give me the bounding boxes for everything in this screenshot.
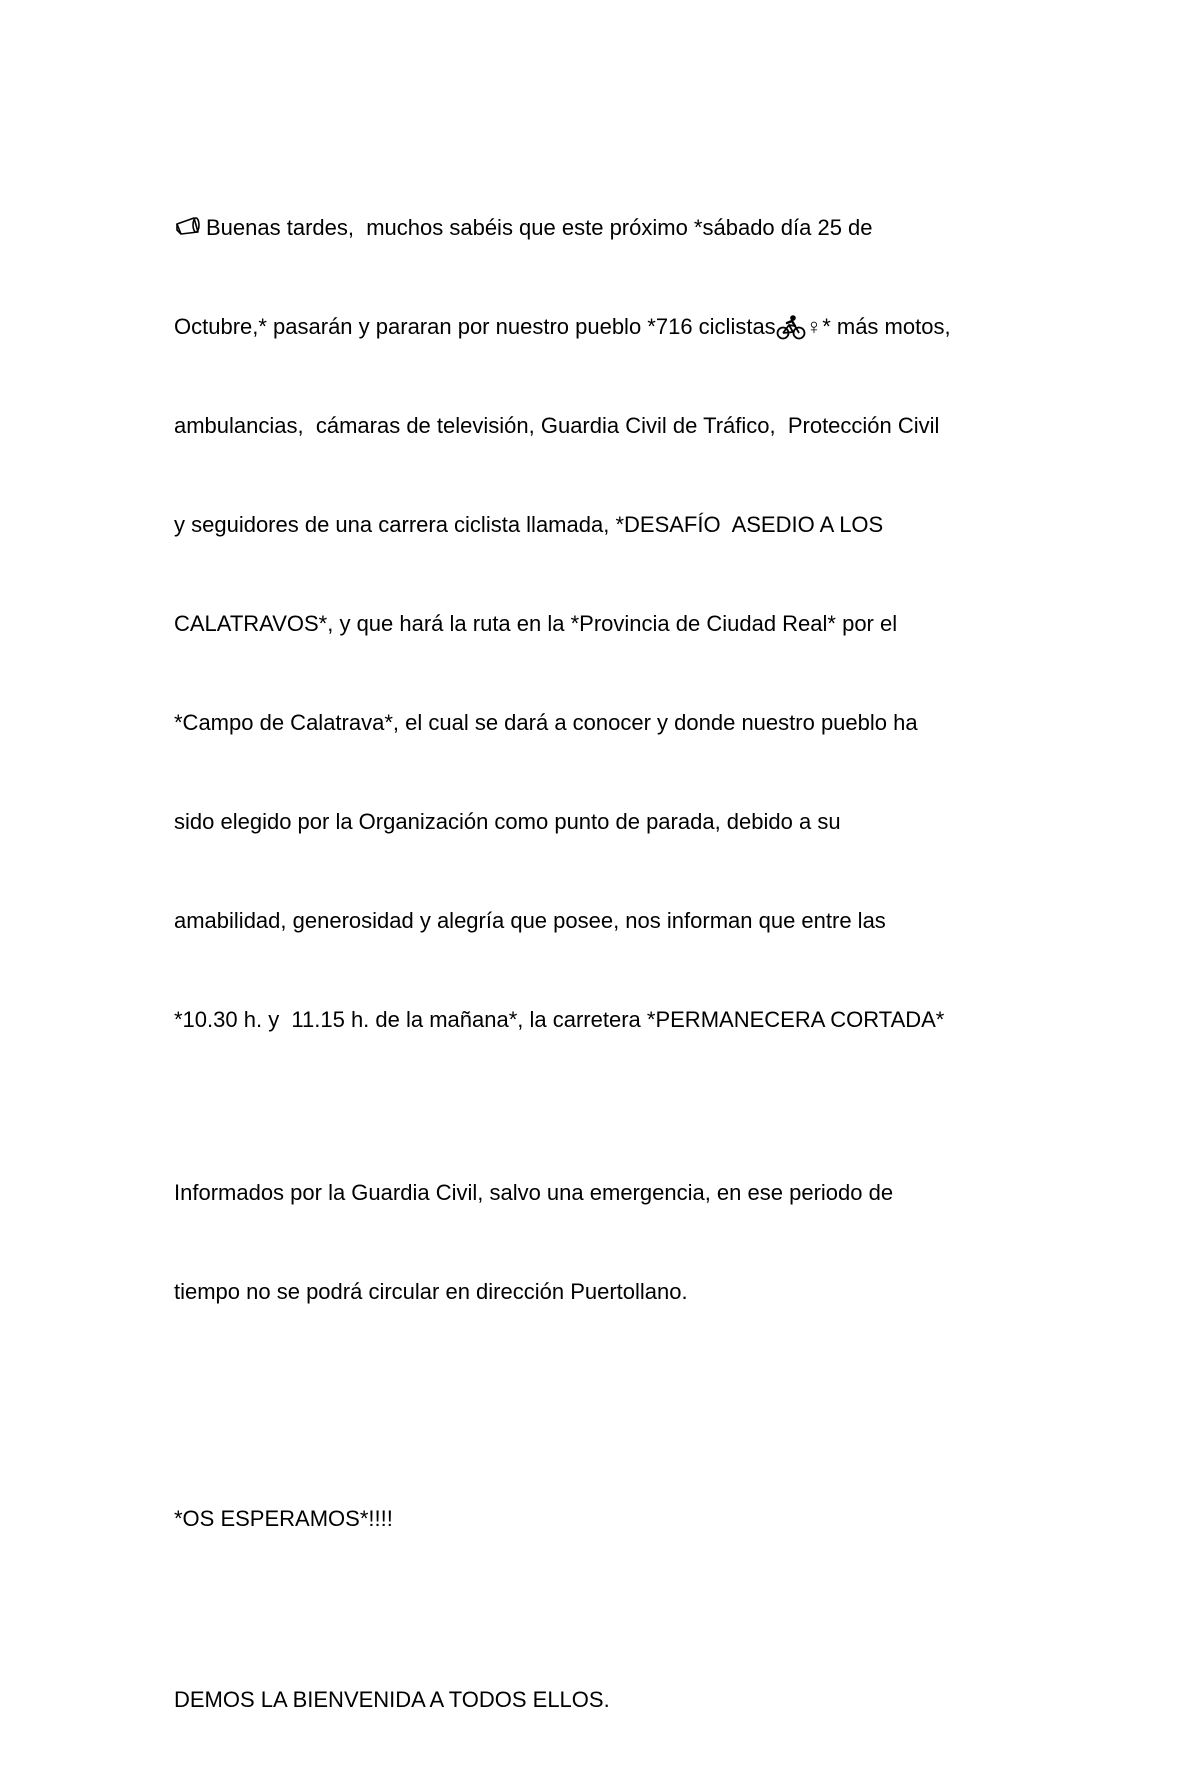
- bienvenida-text: DEMOS LA BIENVENIDA A TODOS ELLOS.: [174, 1687, 610, 1712]
- intro-line-2-end: * más motos,: [822, 314, 951, 339]
- paragraph-guardia-line-2: tiempo no se podrá circular en dirección Puertollano.: [174, 1279, 688, 1304]
- paragraph-intro-line-8: amabilidad, generosidad y alegría que posee, nos informan que entre las: [174, 908, 886, 933]
- intro-line-2-start: Octubre,* pasarán y pararan por nuestro pueblo *716 ciclistas: [174, 314, 776, 339]
- paragraph-intro: [174, 145, 1054, 1102]
- woman-biking-icon: [776, 314, 806, 340]
- paragraph-intro-line-9: *10.30 h. y 11.15 h. de la mañana*, la carretera *PERMANECERA CORTADA*: [174, 1007, 945, 1032]
- paragraph-bienvenida: [174, 1617, 1054, 1782]
- paragraph-intro-line-2: [174, 310, 1054, 343]
- paragraph-intro-line-5: CALATRAVOS*, y que hará la ruta en la *Provincia de Ciudad Real* por el: [174, 611, 898, 636]
- paragraph-intro-line-4: y seguidores de una carrera ciclista llamada, *DESAFÍO ASEDIO A LOS: [174, 512, 884, 537]
- paragraph-guardia-civil: [174, 1110, 1054, 1374]
- paragraph-intro-line-1: [174, 211, 1054, 244]
- announcement-document: [174, 145, 1054, 1782]
- paragraph-intro-line-3: ambulancias, cámaras de televisión, Guardia Civil de Tráfico, Protección Civil: [174, 413, 940, 438]
- female-sign: ♀: [805, 314, 823, 339]
- os-esperamos-text: *OS ESPERAMOS*!!!!: [174, 1506, 393, 1531]
- paragraph-intro-line-6: *Campo de Calatrava*, el cual se dará a conocer y donde nuestro pueblo ha: [174, 710, 918, 735]
- intro-greeting-text: Buenas tardes, muchos sabéis que este próximo *sábado día 25 de: [206, 215, 873, 240]
- paragraph-guardia-line-1: Informados por la Guardia Civil, salvo una emergencia, en ese periodo de: [174, 1180, 894, 1205]
- paragraph-intro-line-7: sido elegido por la Organización como punto de parada, debido a su: [174, 809, 841, 834]
- megaphone-icon: [174, 214, 206, 236]
- paragraph-os-esperamos: [174, 1436, 1054, 1601]
